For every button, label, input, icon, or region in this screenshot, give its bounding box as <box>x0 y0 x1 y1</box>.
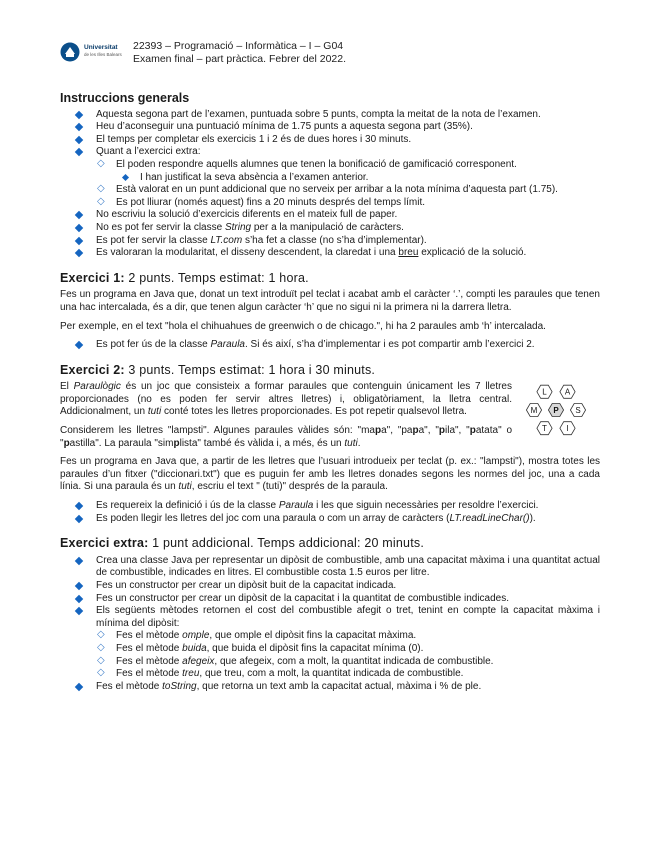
header <box>60 40 600 70</box>
list-item: Es valoraran la modularitat, el disseny descendent, la claredat i una breu explicació de la solució. <box>60 247 600 260</box>
list-item: Es pot fer ús de la classe Paraula. Si és així, s’ha d’implementar i es pot compartir amb l’exercici 2. <box>60 339 600 352</box>
list-item: ◇ El poden respondre aquells alumnes que tenen la bonificació de gamificació corresponent. <box>60 159 600 172</box>
hex-letter: S <box>575 406 581 416</box>
list-item: No escriviu la solució d’exercicis diferents en el mateix full de paper. <box>60 209 600 222</box>
exercise-1-paragraph: Fes un programa en Java que, donat un text introduït pel teclat i acabat amb el caràcter ‘.’, compti les paraules que tenen una hac intercalada, és a dir, que tenen algun caràcter ‘h’ que no sigui ni la primera ni la darrera lletra. <box>60 289 600 313</box>
hex-letter: M <box>530 406 538 416</box>
list-item: Els següents mètodes retornen el cost del combustible afegit o tret, tenint en compte la capacitat màxima i mínima del dipòsit: <box>60 605 600 630</box>
list-item: El temps per completar els exercicis 1 i 2 és de dues hores i 30 minuts. <box>60 134 600 147</box>
list-item: Quant a l’exercici extra: <box>60 146 600 159</box>
list-item: ◇ Es pot lliurar (només aquest) fins a 20 minuts després del temps límit. <box>60 197 600 210</box>
list-item: Aquesta segona part de l’examen, puntuada sobre 5 punts, compta la meitat de la nota de l’examen. <box>60 109 600 122</box>
list-item: I han justificat la seva absència a l’examen anterior. <box>60 172 600 185</box>
list-item: ◇ Fes el mètode afegeix, que afegeix, com a molt, la quantitat indicada de combustible. <box>60 656 600 669</box>
list-item: ◇ Fes el mètode buida, que buida el dipòsit fins la capacitat mínima (0). <box>60 643 600 656</box>
instructions-title: Instruccions generals <box>60 91 190 105</box>
list-item: Fes un constructor per crear un dipòsit de la capacitat i la quantitat de combustible indicades. <box>60 593 600 606</box>
list-item: Fes un constructor per crear un dipòsit buit de la capacitat indicada. <box>60 580 600 593</box>
exercise-1-title: Exercici 1: 2 punts. Temps estimat: 1 hora. <box>60 270 309 285</box>
list-item: Heu d’aconseguir una puntuació mínima de 1.75 punts a aquesta segona part (35%). <box>60 121 600 134</box>
list-item: Crea una classe Java per representar un dipòsit de combustible, amb una capacitat màxima i una quantitat actual de combustible, indicades en litres. El combustible costa 1.5 euros per litre. <box>60 555 600 580</box>
hex-letter: L <box>542 387 547 397</box>
list-item: ◇ Està valorat en un punt addicional que no serveix per arribar a la nota mínima d’aquesta part (1.75). <box>60 184 600 197</box>
instructions-list <box>60 109 600 260</box>
course-line: 22393 – Programació – Informàtica – I – G04 <box>133 40 344 52</box>
exercise-2-task: Fes un programa en Java que, a partir de les lletres que l’usuari introdueix per teclat (p. ex.: "lampsti"), mostra totes les paraules d’un fitxer ("diccionari.txt") que es puguin fer amb les lletres donades segons les normes del joc, una a cada línia. Si una paraula és un tuti, escriu el text " (tuti)" després de la paraula. <box>60 456 600 493</box>
logo-text: Universitat de les Illes Balears <box>84 44 122 57</box>
list-item: Fes el mètode toString, que retorna un text amb la capacitat actual, màxima i % de ple. <box>60 681 600 694</box>
hex-letter: T <box>542 424 547 434</box>
university-logo-icon <box>60 42 80 62</box>
list-item: Es pot fer servir la classe LT.com s’ha fet a classe (no s’ha d’implementar). <box>60 235 600 248</box>
exam-line: Examen final – part pràctica. Febrer del 2022. <box>133 53 347 65</box>
list-item: ◇ Fes el mètode treu, que treu, com a molt, la quantitat indicada de combustible. <box>60 668 600 681</box>
list-item: No es pot fer servir la classe String per a la manipulació de caràcters. <box>60 222 600 235</box>
exercise-2-intro <box>60 381 600 450</box>
paraulogic-hexagon-diagram <box>520 381 604 461</box>
exercise-2-title: Exercici 2: 3 punts. Temps estimat: 1 hora i 30 minuts. <box>60 362 376 377</box>
list-item: Es poden llegir les lletres del joc com una paraula o com un array de caràcters (LT.readLineChar()). <box>60 513 600 526</box>
list-item: ◇ Fes el mètode omple, que omple el dipòsit fins la capacitat màxima. <box>60 630 600 643</box>
hex-letter: P <box>553 406 559 416</box>
list-item: Es requereix la definició i ús de la classe Paraula i les que siguin necessàries per resoldre l’exercici. <box>60 500 600 513</box>
header-lines <box>133 40 346 66</box>
exercise-2-example: Considerem les lletres "lampsti". Algunes paraules vàlides són: "mapa", "papa", "pila", "patata" o "pastilla". La paraula "simplista" també és vàlida i, a més, és un tuti. <box>60 425 513 449</box>
exam-body <box>60 92 600 693</box>
exercise-1-example: Per exemple, en el text "hola el chihuahues de greenwich o de chicago.", hi ha 2 paraules amb ‘h’ intercalada. <box>60 320 546 332</box>
hex-letter: I <box>566 424 569 434</box>
exercise-extra-title: Exercici extra: 1 punt addicional. Temps addicional: 20 minuts. <box>60 536 424 551</box>
exercise-2-paragraph: El Paraulògic és un joc que consisteix a formar paraules que contenguin únicament les 7 lletres proporcionades (no es poden fer servir altres lletres) i, obligatòriament, la lletra central. Addicionalment, un tuti conté totes les lletres proporcionades. Es pot repetir qualsevol lletra. <box>60 381 512 418</box>
hex-letter: A <box>564 387 571 397</box>
